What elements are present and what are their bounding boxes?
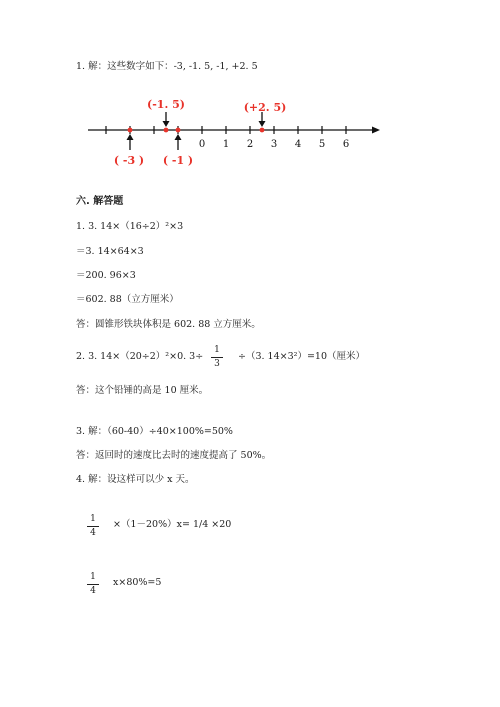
p1-answer: 答：圆锥形铁块体积是 602. 88 立方厘米。 bbox=[76, 319, 261, 330]
eq1-rest: ×（1－20%）x= 1/4 ×20 bbox=[113, 519, 232, 530]
tick-label-4: 4 bbox=[294, 139, 302, 150]
eq2-rest: x×80%=5 bbox=[113, 577, 162, 588]
q1-answer-line: 1. 解：这些数字如下：-3, -1. 5, -1, +2. 5 bbox=[76, 61, 258, 72]
label-minus-1: ( -1 ) bbox=[162, 154, 194, 167]
p1-line-2: ＝3. 14×64×3 bbox=[76, 246, 144, 257]
p2-answer: 答：这个铅锤的高是 10 厘米。 bbox=[76, 385, 209, 396]
p2-fraction bbox=[211, 345, 223, 369]
eq2-fraction bbox=[87, 572, 99, 596]
point-plus-2-5 bbox=[260, 128, 265, 133]
label-plus-2-5: (+2. 5) bbox=[243, 101, 287, 114]
p3-line-1: 3. 解：（60-40）÷40×100%=50% bbox=[76, 426, 233, 437]
arrow-up-icon bbox=[175, 134, 182, 140]
p1-line-4: ＝602. 88（立方厘米） bbox=[76, 294, 179, 305]
point-minus-3 bbox=[128, 128, 133, 133]
p1-line-1: 1. 3. 14×（16÷2）²×3 bbox=[76, 221, 184, 232]
p2-expr-left: 2. 3. 14×（20÷2）²×0. 3÷ bbox=[76, 351, 204, 362]
tick-label-3: 3 bbox=[270, 139, 278, 150]
fraction-denominator: 3 bbox=[214, 359, 220, 369]
tick-label-1: 1 bbox=[222, 139, 230, 150]
tick-label-6: 6 bbox=[342, 139, 350, 150]
fraction-numerator: 1 bbox=[90, 572, 96, 582]
label-minus-3: ( -3 ) bbox=[113, 154, 145, 167]
section-title: 六. 解答题 bbox=[76, 196, 124, 207]
p4-intro: 4. 解：设这样可以少 x 天。 bbox=[76, 474, 195, 485]
arrow-up-icon bbox=[127, 134, 134, 140]
arrow-down-icon bbox=[259, 121, 266, 127]
fraction-denominator: 4 bbox=[90, 528, 96, 538]
p2-expr-right: ÷（3. 14×3²）=10（厘米） bbox=[238, 351, 365, 362]
point-minus-1 bbox=[176, 128, 181, 133]
fraction-denominator: 4 bbox=[90, 586, 96, 596]
axis-arrow-head bbox=[372, 127, 380, 134]
tick-label-0: 0 bbox=[198, 139, 206, 150]
label-minus-1-5: (-1. 5) bbox=[147, 98, 185, 111]
tick-label-2: 2 bbox=[246, 139, 254, 150]
tick-label-5: 5 bbox=[318, 139, 326, 150]
number-line-diagram bbox=[82, 92, 382, 172]
p1-line-3: ＝200. 96×3 bbox=[76, 270, 136, 281]
arrow-down-icon bbox=[163, 121, 170, 127]
fraction-numerator: 1 bbox=[90, 514, 96, 524]
point-minus-1-5 bbox=[164, 128, 169, 133]
eq1-fraction bbox=[87, 514, 99, 538]
p3-answer: 答：返回时的速度比去时的速度提高了 50%。 bbox=[76, 450, 272, 461]
fraction-numerator: 1 bbox=[214, 345, 220, 355]
